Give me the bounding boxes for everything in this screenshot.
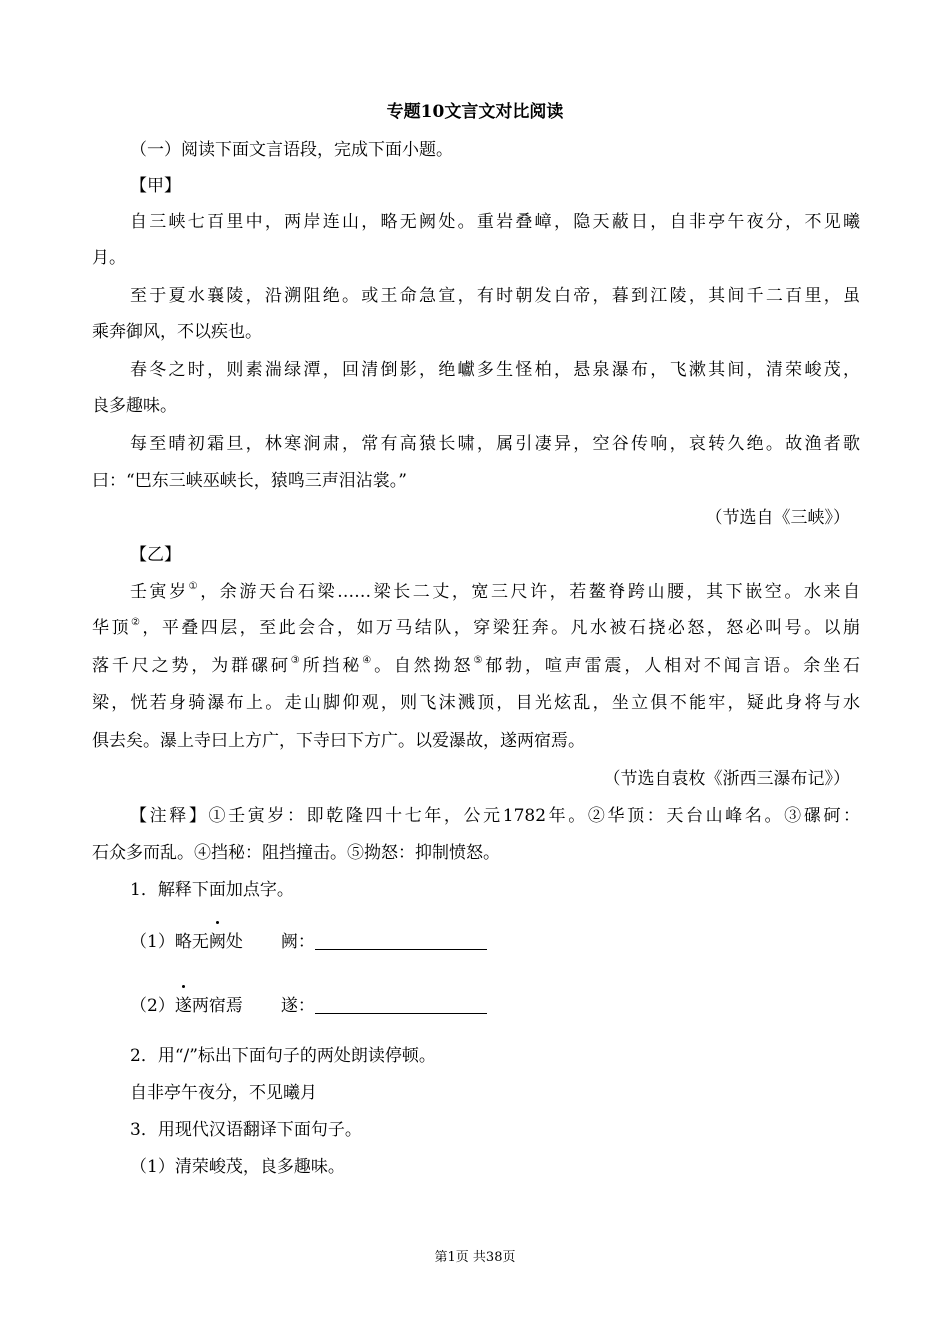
section-intro: （一）阅读下面文言语段，完成下面小题。 [130, 140, 453, 160]
jia-paragraph-4: 每至晴初霜旦，林寒涧肃，常有高猿长啸，属引凄异，空谷传响，哀转久绝。故渔者歌 [130, 434, 860, 454]
question-2: 2．用“/”标出下面句子的两处朗读停顿。 [130, 1046, 436, 1066]
yi-line-1: 壬寅岁①，余游天台石梁……梁长二丈，宽三尺许，若鳌脊跨山腰，其下嵌空。水来自 [130, 581, 861, 602]
jia-paragraph-1-cont: 月。 [92, 248, 126, 268]
jia-label: 【甲】 [130, 176, 181, 196]
yi-line-3: 落千尺之势，为群磥砢③所挡秘④。自然拗怒⑤郁勃，喧声雷震，人相对不闻言语。余坐石 [92, 655, 861, 676]
jia-paragraph-3: 春冬之时，则素湍绿潭，回清倒影，绝巘多生怪柏，悬泉瀑布，飞漱其间，清荣峻茂， [130, 360, 860, 380]
question-1-item-1: （1）略无阙处 阙： [130, 932, 860, 952]
question-2-sentence: 自非亭午夜分，不见曦月 [130, 1083, 317, 1103]
page-title: 专题10文言文对比阅读 [386, 102, 564, 122]
question-1-item-2: （2）遂两宿焉 遂： [130, 996, 860, 1016]
emphasis-dot-char: 阙 [208, 932, 226, 952]
yi-line-2: 华顶②，平叠四层，至此会合，如万马结队，穿梁狂奔。凡水被石挠必怒，怒必叫号。以崩 [92, 617, 861, 638]
jia-paragraph-2: 至于夏水襄陵，沿溯阻绝。或王命急宣，有时朝发白帝，暮到江陵，其间千二百里，虽 [130, 286, 860, 306]
yi-label: 【乙】 [130, 545, 181, 565]
yi-source: （节选自袁枚《浙西三瀑布记》） [603, 769, 850, 789]
question-3-item-1: （1）清荣峻茂，良多趣味。 [130, 1157, 345, 1177]
jia-paragraph-3-cont: 良多趣味。 [92, 396, 177, 416]
jia-paragraph-2-cont: 乘奔御风，不以疾也。 [92, 322, 262, 342]
question-3: 3．用现代汉语翻译下面句子。 [130, 1120, 362, 1140]
question-1: 1．解释下面加点字。 [130, 880, 294, 900]
page-footer: 第1页 共38页 [434, 1250, 516, 1265]
notes-line-2: 石众多而乱。④挡秘：阻挡撞击。⑤拗怒：抑制愤怒。 [92, 843, 500, 863]
notes-line-1: 【注释】①壬寅岁：即乾隆四十七年，公元1782年。②华顶：天台山峰名。③磥砢： [130, 806, 860, 826]
jia-paragraph-4-cont: 曰：“巴东三峡巫峡长，猿鸣三声泪沾裳。” [92, 471, 407, 491]
jia-source: （节选自《三峡》） [705, 508, 850, 528]
yi-line-4: 梁，恍若身骑瀑布上。走山脚仰观，则飞沫溅顶，目光炫乱，坐立俱不能牢，疑此身将与水 [92, 693, 860, 713]
answer-blank-2[interactable] [315, 996, 487, 1014]
yi-line-5: 俱去矣。瀑上寺曰上方广，下寺曰下方广。以爱瀑故，遂两宿焉。 [92, 731, 585, 751]
answer-blank-1[interactable] [315, 932, 487, 950]
emphasis-dot-char: 遂 [174, 996, 192, 1016]
jia-paragraph-1: 自三峡七百里中，两岸连山，略无阙处。重岩叠嶂，隐天蔽日，自非亭午夜分，不见曦 [130, 212, 860, 232]
